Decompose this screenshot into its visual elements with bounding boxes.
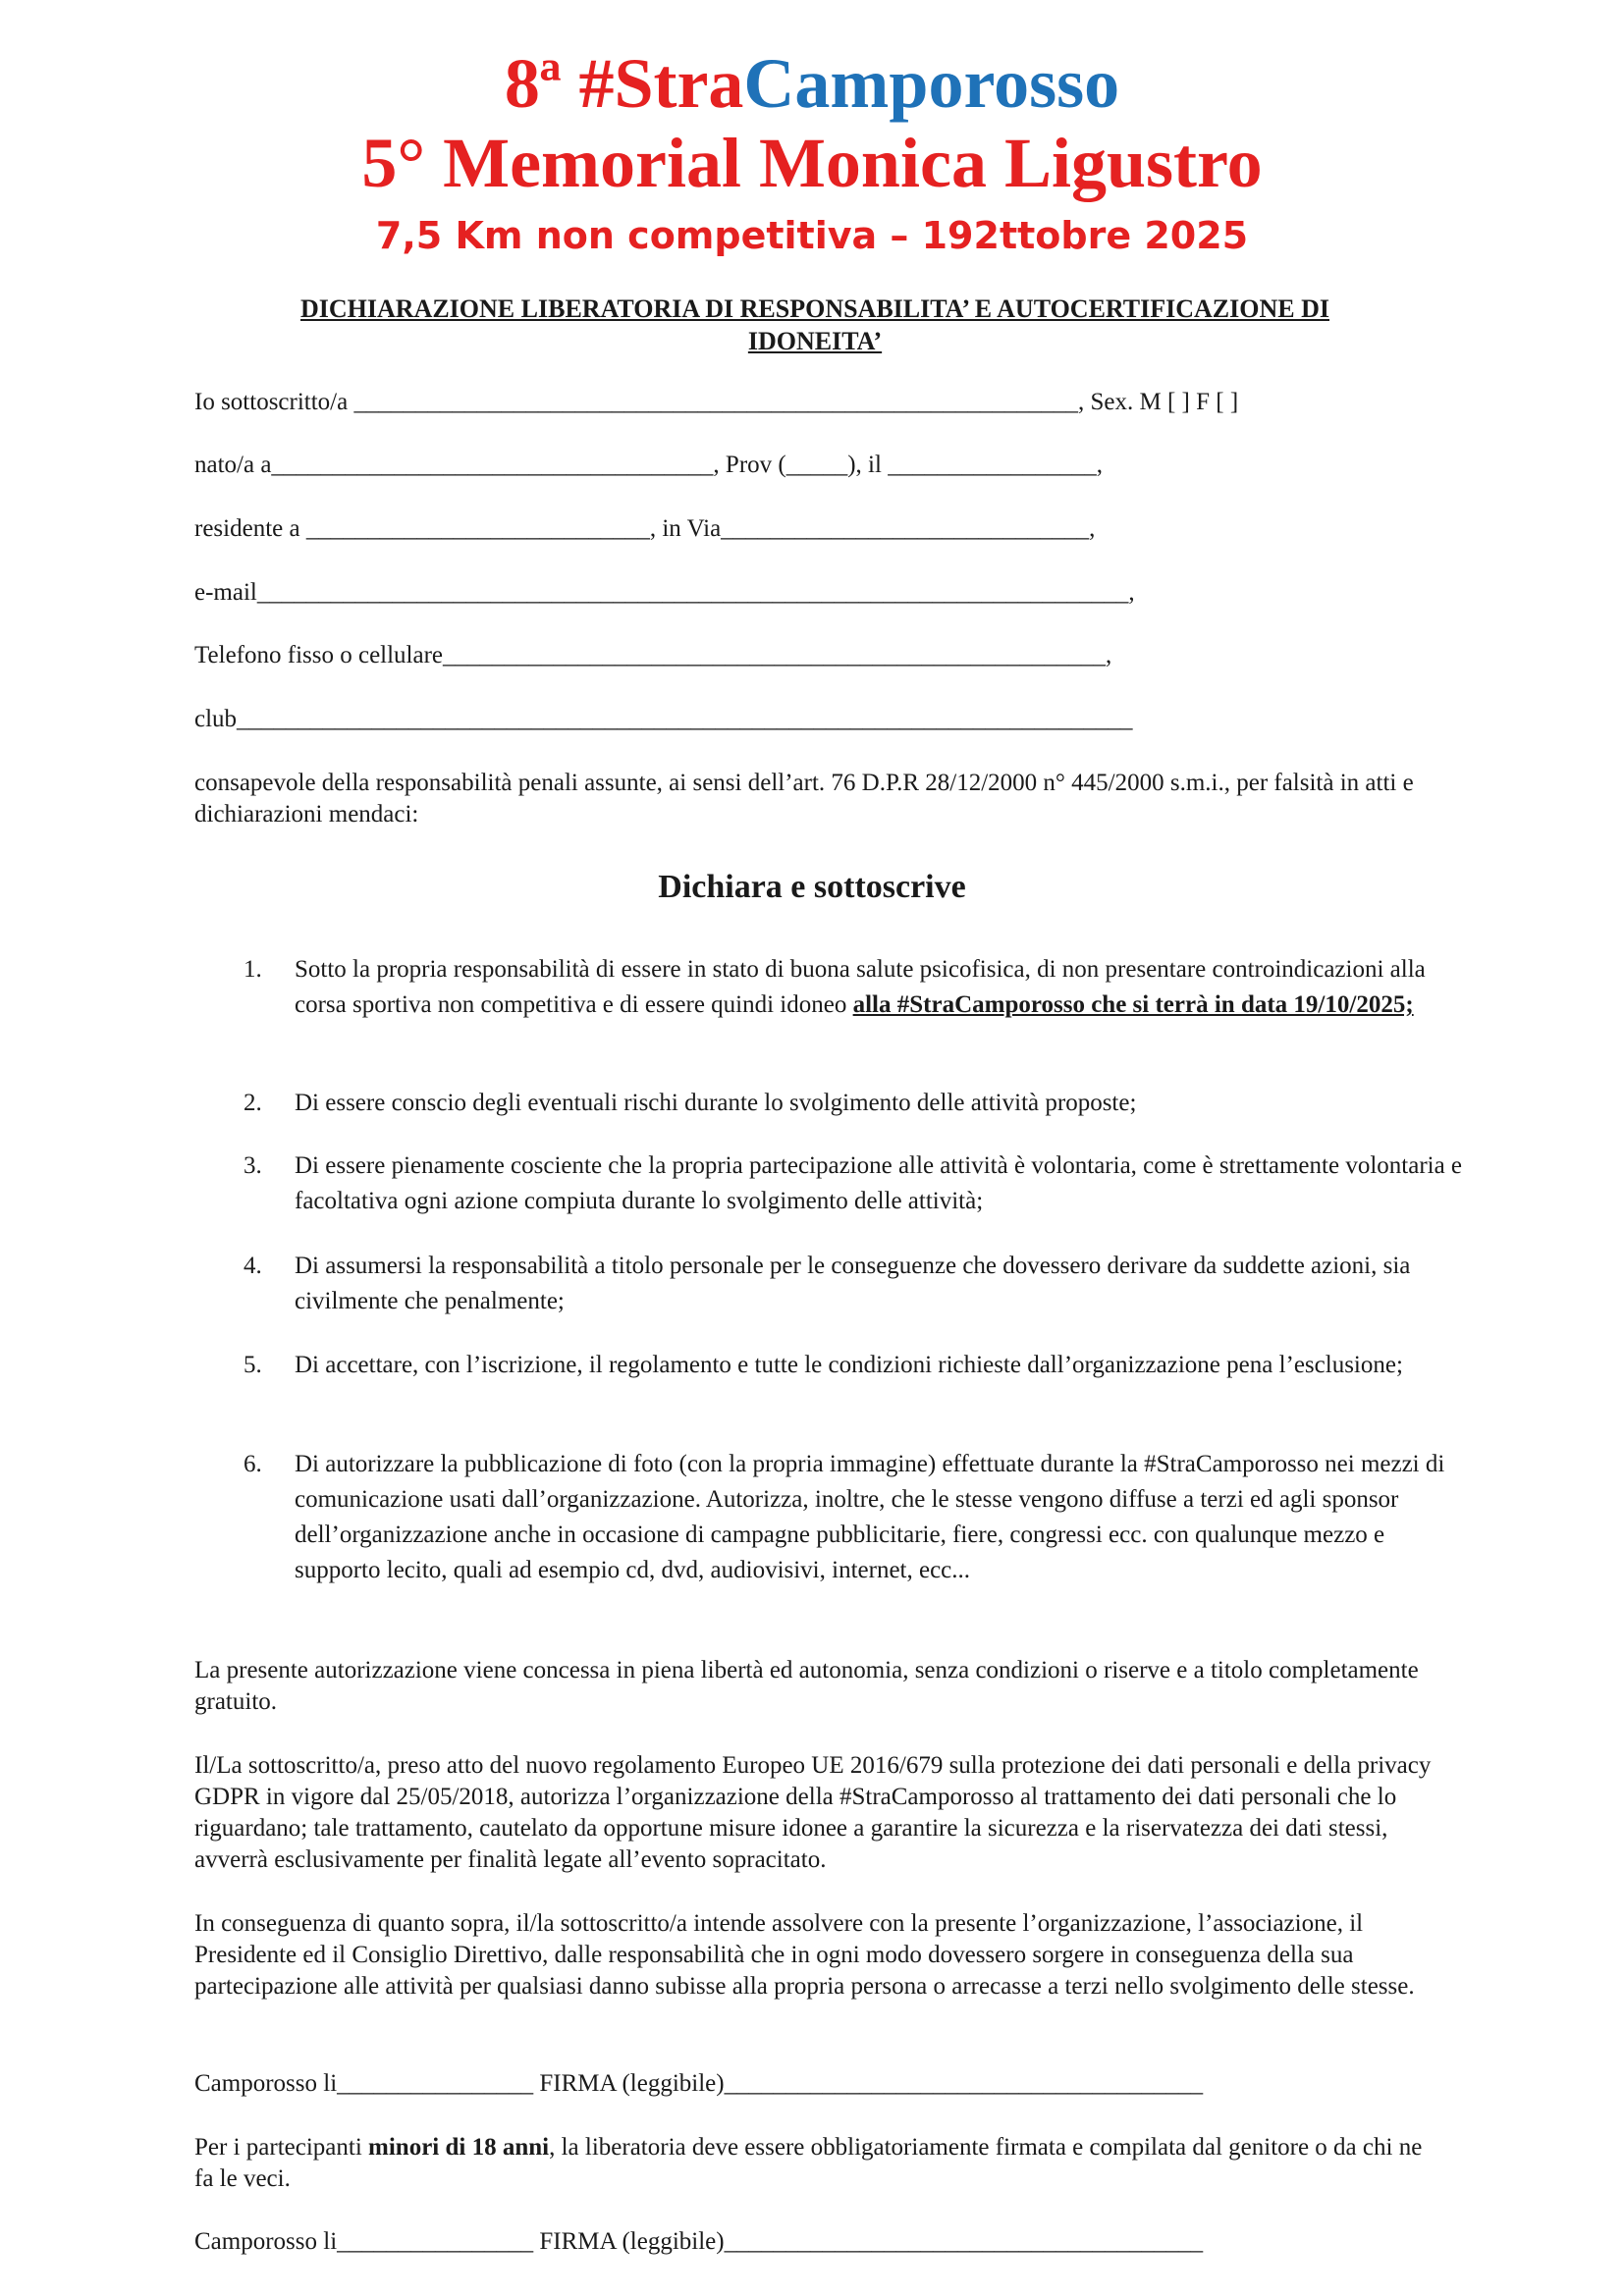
event-date-emphasis: alla #StraCamporosso che si terrà in data 19/10/2025; <box>852 991 1414 1018</box>
guardian-signature-line[interactable]: Camporosso li________________ FIRMA (leggibile)_______________________________________ <box>194 2228 1204 2255</box>
intro-paragraph: consapevole della responsabilità penali assunte, ai sensi dell’art. 76 D.P.R 28/12/2000 n° 445/2000 s.m.i., per falsità in atti e dichiarazioni mendaci: <box>194 770 1414 828</box>
list-item-number: 5. <box>244 1352 262 1378</box>
event-title-part-blue: Camporosso <box>743 44 1120 123</box>
field-birth[interactable]: nato/a a____________________________________, Prov (_____), il _________________, <box>194 452 1103 478</box>
minors-emphasis: minori di 18 anni <box>368 2134 550 2161</box>
list-item-text: Sotto la propria responsabilità di essere in stato di buona salute psicofisica, di non presentare controindicazioni alla corsa sportiva non competitiva e di essere quindi idoneo alla #StraCamporosso che si terrà in data 19/10/2025; <box>295 956 1426 1018</box>
free-consent-paragraph: La presente autorizzazione viene concessa in piena libertà ed autonomia, senza condizioni o riserve e a titolo completamente gratuito. <box>194 1657 1419 1715</box>
list-item-number: 1. <box>244 956 262 983</box>
field-email[interactable]: e-mail_______________________________________________________________________, <box>194 579 1135 606</box>
field-residence[interactable]: residente a ____________________________, in Via______________________________, <box>194 515 1096 542</box>
list-item-text: Di autorizzare la pubblicazione di foto (con la propria immagine) effettuate durante la #StraCamporosso nei mezzi di comunicazione usati dall’organizzazione. Autorizza, inoltre, che le stesse vengono diffuse a terzi ed agli sponsor dell’organizzazione anche in occasione di campagne pubblicitarie, fiere, congressi ecc. con qualunque mezzo e supporto lecito, quali ad esempio cd, dvd, audiovisivi, internet, ecc... <box>295 1451 1445 1583</box>
list-item-text: Di assumersi la responsabilità a titolo personale per le conseguenze che dovessero derivare da suddette azioni, sia civilmente che penalmente; <box>295 1253 1411 1314</box>
list-item-number: 2. <box>244 1090 262 1116</box>
declaration-heading: DICHIARAZIONE LIBERATORIA DI RESPONSABILITA’ E AUTOCERTIFICAZIONE DI IDONEITA’ <box>300 294 1329 355</box>
event-title-part-red: 8ª #Stra <box>504 44 744 123</box>
event-title <box>0 39 1624 128</box>
field-name-sex[interactable]: Io sottoscritto/a ___________________________________________________________, Sex. M [ ] F [ ] <box>194 389 1239 415</box>
minors-note: Per i partecipanti minori di 18 anni, la liberatoria deve essere obbligatoriamente firmata e compilata dal genitore o da chi ne fa le veci. <box>194 2134 1423 2192</box>
list-item-text: Di essere conscio degli eventuali rischi durante lo svolgimento delle attività proposte; <box>295 1090 1137 1116</box>
list-item-number: 3. <box>244 1152 262 1179</box>
field-phone[interactable]: Telefono fisso o cellulare______________________________________________________, <box>194 642 1112 668</box>
memorial-title: 5° Memorial Monica Ligustro <box>361 124 1263 202</box>
list-item-text: Di accettare, con l’iscrizione, il regolamento e tutte le condizioni richieste dall’organizzazione pena l’esclusione; <box>295 1352 1403 1378</box>
list-item-number: 6. <box>244 1451 262 1477</box>
race-subtitle: 7,5 Km non competitiva – 192ttobre 2025 <box>375 214 1249 257</box>
list-item-text: Di essere pienamente cosciente che la propria partecipazione alle attività è volontaria, come è strettamente volontaria e facoltativa ogni azione compiuta durante lo svolgimento delle attività; <box>295 1152 1463 1214</box>
liability-paragraph: In conseguenza di quanto sopra, il/la sottoscritto/a intende assolvere con la presente l’organizzazione, l’associazione, il Presidente ed il Consiglio Direttivo, dalle responsabilità che in ogni modo dovessero sorgere in conseguenza della sua partecipazione alle attività per qualsiasi danno subisse alla propria persona o arrecasse a terzi nello svolgimento delle stesse. <box>194 1910 1415 2000</box>
privacy-paragraph: Il/La sottoscritto/a, preso atto del nuovo regolamento Europeo UE 2016/679 sulla protezione dei dati personali e della privacy GDPR in vigore dal 25/05/2018, autorizza l’organizzazione della #StraCamporosso al trattamento dei dati personali che lo riguardano; tale trattamento, cautelato da opportune misure idonee a garantire la sicurezza e la riservatezza dei dati stessi, avverrà esclusivamente per finalità legate all’evento sopracitato. <box>194 1752 1432 1873</box>
list-item-number: 4. <box>244 1253 262 1279</box>
declaration-subheading: Dichiara e sottoscrive <box>658 869 966 905</box>
signature-line[interactable]: Camporosso li________________ FIRMA (leggibile)_______________________________________ <box>194 2070 1204 2097</box>
field-club[interactable]: club_________________________________________________________________________ <box>194 706 1133 732</box>
